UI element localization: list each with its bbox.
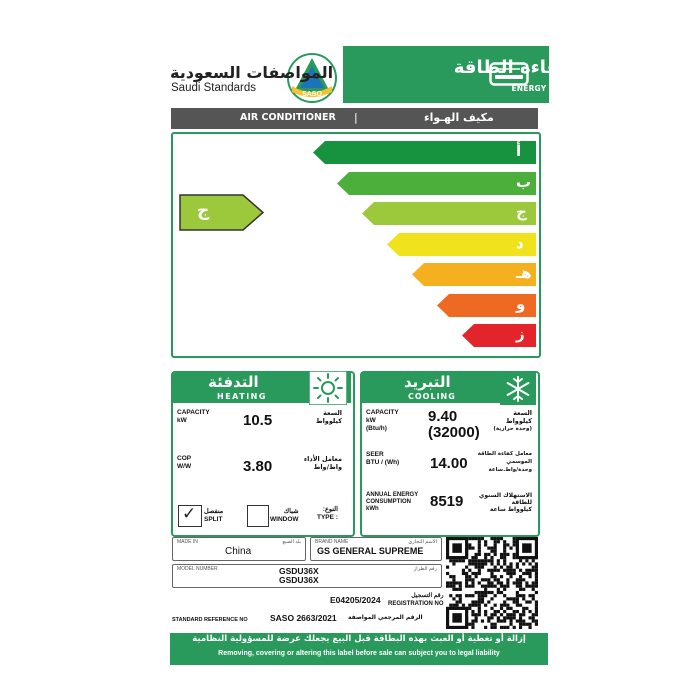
heating-cop-label: COP W/W xyxy=(177,455,192,470)
product-type-ar: مكيف الهـواء xyxy=(424,111,494,124)
cooling-capacity-btu: (32000) xyxy=(428,424,480,441)
window-checkbox xyxy=(247,505,269,527)
model-value-1: GSDU36X xyxy=(279,566,319,576)
registration-label: رقم التسجيل REGISTRATION NO xyxy=(388,593,444,607)
saso-name-ar: المواصفات السعودية xyxy=(170,63,334,82)
energy-band-1 xyxy=(313,141,536,164)
type-label: النوع: TYPE : xyxy=(317,506,338,521)
energy-band-label-5: هـ xyxy=(516,264,532,282)
heating-title-ar: التدفئة xyxy=(208,373,259,391)
warning-ar: إزالة أو تغطية أو العبث بهذه البطاقة قبل البيع يجعلك عرضة للمسؤولية النظامية xyxy=(192,634,526,644)
cooling-annual-label: ANNUAL ENERGY CONSUMPTION kWh xyxy=(366,492,419,512)
heating-cop-label-ar: معامل الأداء واط/واط xyxy=(303,455,342,471)
cooling-title-en: COOLING xyxy=(408,392,456,401)
saso-name-en: Saudi Standards xyxy=(171,82,257,94)
rating-arrow xyxy=(179,194,265,231)
cooling-capacity-label-ar: السعة كيلوواط (وحدة حرارية) xyxy=(493,409,532,432)
heating-capacity-label-ar: السعة كيلوواط xyxy=(315,409,342,425)
label-title-ar: بطاقة كفاءة الطاقة xyxy=(453,57,630,78)
brand-box: BRAND NAME الاسم التجاري GS GENERAL SUPREME xyxy=(310,537,442,561)
check-mark-icon: ✓ xyxy=(182,504,197,524)
split-checkbox xyxy=(178,505,202,527)
product-type-en: AIR CONDITIONER xyxy=(240,112,336,123)
cooling-seer-value: 14.00 xyxy=(430,455,468,472)
heating-title-en: HEATING xyxy=(217,392,267,401)
energy-band-3 xyxy=(362,202,536,225)
registration-value: E04205/2024 xyxy=(330,595,381,605)
product-type-separator: | xyxy=(354,111,358,124)
qr-code[interactable] xyxy=(446,537,538,629)
warning-en: Removing, covering or altering this label before sale can subject you to legal liability xyxy=(218,650,500,657)
cooling-capacity-value: 9.40 xyxy=(428,408,458,425)
energy-band-label-6: و xyxy=(516,294,526,313)
cooling-title-ar: التبريد xyxy=(404,373,451,391)
energy-band-label-4: د xyxy=(516,233,524,252)
sun-icon xyxy=(309,371,347,405)
standard-label: STANDARD REFERENCE NO xyxy=(172,617,248,623)
energy-band-label-2: ب xyxy=(516,172,532,191)
standard-label-ar: الرقم المرجعي المواصفة xyxy=(348,614,423,621)
cooling-capacity-label: CAPACITY kW (Btu/h) xyxy=(366,409,399,432)
cooling-seer-label: SEER BTU / (Wh) xyxy=(366,451,400,466)
heating-capacity-label: CAPACITY kW xyxy=(177,409,210,424)
made-in-box: MADE IN بلد الصنع China xyxy=(172,537,306,561)
brand-value: GS GENERAL SUPREME xyxy=(317,546,424,556)
standard-value: SASO 2663/2021 xyxy=(270,613,337,623)
split-label: منفصل SPLIT xyxy=(204,508,224,523)
model-value-2: GSDU36X xyxy=(279,575,319,585)
made-in-value: China xyxy=(225,546,252,557)
energy-band-label-1: أ xyxy=(516,142,522,160)
cooling-annual-label-ar: الاستهلاك السنوي للطاقة كيلوواط ساعة xyxy=(478,492,532,513)
energy-band-4 xyxy=(387,233,536,256)
label-title-en: ENERGY EFFICIENCY LABEL xyxy=(511,84,630,93)
window-label: شباك WINDOW xyxy=(270,508,299,523)
snowflake-icon xyxy=(500,373,536,405)
cooling-annual-value: 8519 xyxy=(430,493,464,510)
energy-band-label-3: ج xyxy=(516,203,527,221)
energy-band-2 xyxy=(337,172,536,195)
rating-label: ج xyxy=(197,201,210,221)
heating-capacity-value: 10.5 xyxy=(243,412,273,429)
energy-band-label-7: ز xyxy=(516,325,525,343)
saso-logo-text: SASO xyxy=(302,91,322,98)
heating-cop-value: 3.80 xyxy=(243,458,273,475)
model-box: MODEL NUMBER رقم الطراز GSDU36X GSDU36X xyxy=(172,564,442,588)
cooling-seer-label-ar: معامل كفاءة الطاقة الموسمي وحدة/واط.ساعة xyxy=(477,451,532,473)
